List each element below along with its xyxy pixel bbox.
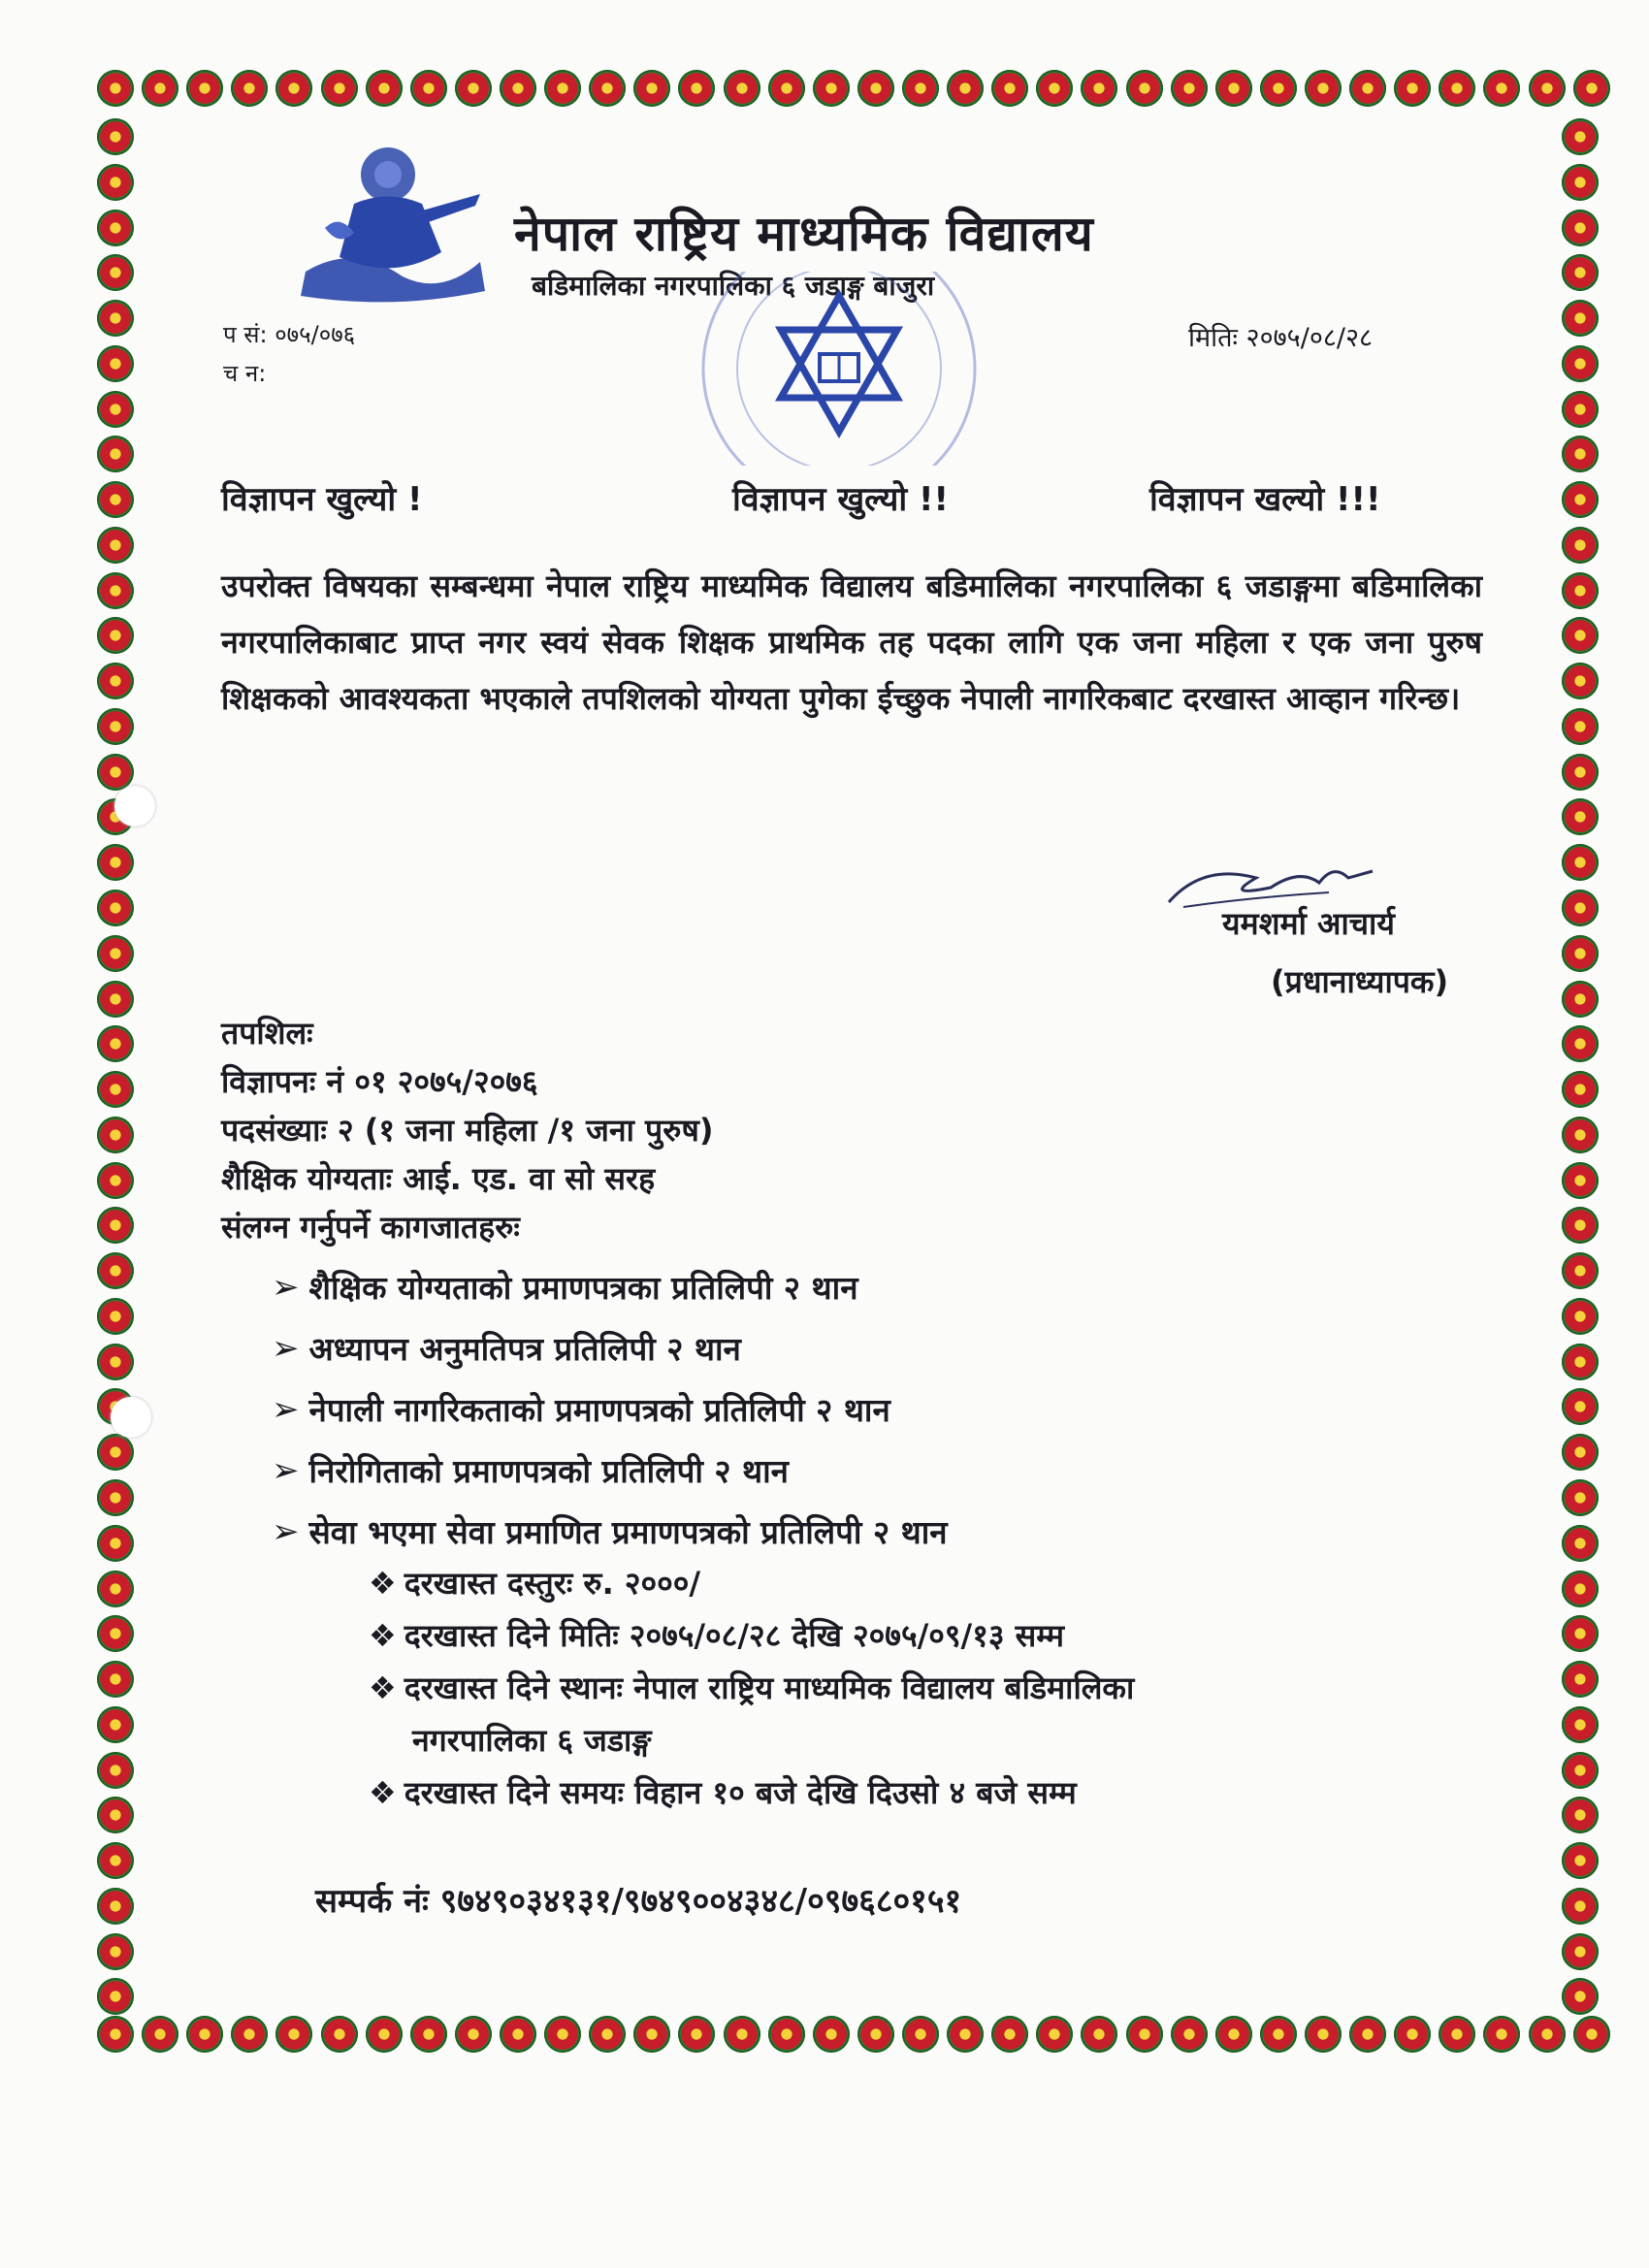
diamond-bullet-icon: ❖ (369, 1565, 397, 1602)
flower-border-icon (678, 2016, 715, 2053)
flower-border-icon (633, 70, 670, 107)
application-info (369, 1557, 1134, 1819)
application-fee: ❖ दरखास्त दस्तुरः रु. २०००/ (369, 1565, 701, 1602)
application-dates: ❖ दरखास्त दिने मितिः २०७५/०८/२८ देखि २०७५/०९/१३ सम्म (369, 1617, 1065, 1654)
flower-border-icon (768, 70, 805, 107)
list-item: ➢ नेपाली नागरिकताको प्रमाणपत्रको प्रतिलिपी २ थान (272, 1389, 890, 1429)
flower-border-icon (1439, 70, 1475, 107)
arrow-bullet-icon: ➢ (272, 1389, 300, 1429)
flower-border-icon (97, 1117, 134, 1153)
advertisement-number: विज्ञापनः नं ०१ २०७५/२०७६ (221, 1063, 538, 1100)
flower-border-icon (97, 1661, 134, 1698)
flower-border-icon (1573, 2016, 1610, 2053)
punch-hole (111, 1397, 151, 1438)
flower-border-icon (97, 935, 134, 972)
flower-border-icon (857, 2016, 894, 2053)
flower-border-icon (1562, 481, 1599, 518)
flower-border-icon (1349, 70, 1386, 107)
flower-border-icon (678, 70, 715, 107)
flower-border-icon (1562, 1888, 1599, 1925)
flower-border-icon (97, 1479, 134, 1516)
flower-border-icon (1562, 1162, 1599, 1199)
list-item: ➢ शैक्षिक योग्यताको प्रमाणपत्रका प्रतिलिपी २ थान (272, 1267, 858, 1307)
flower-border-icon (97, 754, 134, 791)
application-place-cont: नगरपालिका ६ जडाङ्ग (412, 1722, 652, 1759)
flower-border-icon (857, 70, 894, 107)
flower-border-icon (947, 70, 984, 107)
signatory-name: यमशर्मा आचार्य (1222, 905, 1395, 942)
arrow-bullet-icon: ➢ (272, 1267, 300, 1307)
flower-border-icon (1562, 1025, 1599, 1062)
flower-border-icon (366, 2016, 403, 2053)
flower-border-icon (97, 118, 134, 155)
flower-border-icon (991, 2016, 1028, 2053)
flower-border-icon (231, 2016, 268, 2053)
flower-border-icon (97, 1933, 134, 1970)
flower-border-icon (544, 70, 581, 107)
flower-border-icon (410, 70, 447, 107)
number-of-posts: पदसंख्याः २ (१ जना महिला /१ जना पुरुष) (221, 1112, 714, 1149)
list-item: ➢ निरोगिताको प्रमाणपत्रको प्रतिलिपी २ थान (272, 1450, 789, 1490)
dispatch-number: च न: (223, 360, 267, 387)
documents-heading: संलग्न गर्नुपर्ने कागजातहरुः (221, 1209, 520, 1246)
flower-border-icon (142, 70, 178, 107)
flower-border-icon (97, 1525, 134, 1562)
flower-border-icon (97, 2016, 134, 2053)
flower-border-icon (97, 572, 134, 609)
flower-border-icon (1562, 1615, 1599, 1652)
application-place: ❖ दरखास्त दिने स्थानः नेपाल राष्ट्रिय माध्यमिक विद्यालय बडिमालिका (369, 1669, 1135, 1706)
reference-number: प सं: ०७५/०७६ (223, 321, 356, 348)
flower-border-icon (97, 1615, 134, 1652)
flower-border-icon (1562, 935, 1599, 972)
flower-border-icon (1081, 70, 1117, 107)
flower-border-icon (97, 1025, 134, 1062)
flower-border-icon (1215, 2016, 1252, 2053)
flower-border-icon (97, 1252, 134, 1289)
flower-border-icon (1562, 1117, 1599, 1153)
flower-border-icon (1562, 1571, 1599, 1607)
flower-border-icon (1562, 754, 1599, 791)
required-qualification: शैक्षिक योग्यताः आई. एड. वा सो सरह (221, 1160, 656, 1197)
flower-border-icon (1081, 2016, 1117, 2053)
flower-border-icon (1562, 391, 1599, 428)
flower-border-icon (97, 1797, 134, 1833)
school-name: नेपाल राष्ट्रिय माध्यमिक विद्यालय (514, 206, 1094, 262)
flower-border-bottom (97, 2016, 1610, 2064)
flower-border-icon (1394, 2016, 1431, 2053)
flower-border-icon (902, 2016, 939, 2053)
flower-border-icon (97, 844, 134, 881)
list-item: ➢ सेवा भएमा सेवा प्रमाणित प्रमाणपत्रको प्रतिलिपी २ थान (272, 1511, 948, 1551)
flower-border-icon (768, 2016, 805, 2053)
flower-border-icon (813, 2016, 850, 2053)
flower-border-icon (97, 981, 134, 1018)
flower-border-icon (1171, 70, 1208, 107)
flower-border-icon (1562, 617, 1599, 654)
details-section (221, 1009, 713, 1251)
flower-border-icon (455, 2016, 492, 2053)
flower-border-icon (1260, 70, 1297, 107)
flower-border-icon (97, 663, 134, 699)
punch-hole (114, 786, 155, 826)
flower-border-icon (813, 70, 850, 107)
flower-border-icon (1562, 164, 1599, 201)
flower-border-icon (1483, 2016, 1520, 2053)
flower-border-icon (1562, 527, 1599, 564)
flower-border-icon (1562, 118, 1599, 155)
flower-border-icon (97, 164, 134, 201)
flower-border-icon (589, 70, 626, 107)
flower-border-icon (1529, 2016, 1566, 2053)
flower-border-icon (97, 1207, 134, 1244)
flower-border-icon (1562, 1706, 1599, 1743)
flower-border-icon (97, 1071, 134, 1108)
flower-border-icon (724, 70, 760, 107)
flower-border-icon (1562, 1252, 1599, 1289)
flower-border-icon (1562, 572, 1599, 609)
flower-border-icon (186, 2016, 223, 2053)
flower-border-right (1562, 118, 1610, 2016)
flower-border-icon (1562, 798, 1599, 835)
flower-border-icon (97, 1978, 134, 2015)
flower-border-icon (1562, 708, 1599, 745)
flower-border-icon (97, 70, 134, 107)
flower-border-icon (142, 2016, 178, 2053)
arrow-bullet-icon: ➢ (272, 1328, 300, 1368)
diamond-bullet-icon: ❖ (369, 1617, 397, 1654)
flower-border-icon (1562, 1752, 1599, 1789)
flower-border-icon (97, 1298, 134, 1335)
flower-border-icon (1562, 1797, 1599, 1833)
flower-border-icon (97, 1571, 134, 1607)
headline-1: विज्ञापन खुल्यो ! (221, 480, 423, 519)
school-address: बडिमालिका नगरपालिका ६ जडाङ्ग बाजुरा (532, 270, 935, 302)
arrow-bullet-icon: ➢ (272, 1450, 300, 1490)
flower-border-icon (1562, 981, 1599, 1018)
documents-list (272, 1256, 948, 1562)
signatory-title: (प्रधानाध्यापक) (1271, 963, 1449, 1000)
flower-border-icon (544, 2016, 581, 2053)
flower-border-icon (1215, 70, 1252, 107)
flower-border-left (97, 118, 146, 2016)
flower-border-icon (1562, 210, 1599, 246)
flower-border-icon (1562, 1978, 1599, 2015)
flower-border-icon (1394, 70, 1431, 107)
flower-border-icon (991, 70, 1028, 107)
flower-border-icon (97, 345, 134, 382)
flower-border-icon (97, 708, 134, 745)
flower-border-icon (186, 70, 223, 107)
flower-border-icon (97, 210, 134, 246)
flower-border-icon (97, 1888, 134, 1925)
flower-border-icon (1562, 345, 1599, 382)
flower-border-icon (633, 2016, 670, 2053)
flower-border-icon (1305, 2016, 1342, 2053)
school-seal-icon (698, 272, 980, 466)
notice-body: उपरोक्त विषयका सम्बन्धमा नेपाल राष्ट्रिय माध्यमिक विद्यालय बडिमालिका नगरपालिका ६ जडाङ्गमा बडिमालिका नगरपालिकाबाट प्राप्त नगर स्वयं सेवक शिक्षक प्राथमिक तह पदका लागि एक जना महिला र एक जना पुरुष शिक्षकको आवश्यकता भएकाले तपशिलको योग्यता पुगेका ईच्छुक नेपाली नागरिकबाट दरखास्त आव्हान गरिन्छ। (221, 567, 1482, 717)
flower-border-icon (410, 2016, 447, 2053)
flower-border-icon (97, 391, 134, 428)
flower-border-icon (1036, 70, 1073, 107)
flower-border-icon (321, 70, 358, 107)
flower-border-icon (97, 890, 134, 926)
flower-border-icon (97, 300, 134, 337)
issue-date: मितिः २०७५/०८/२८ (1188, 323, 1374, 353)
flower-border-icon (97, 254, 134, 291)
flower-border-icon (1562, 300, 1599, 337)
flower-border-icon (589, 2016, 626, 2053)
flower-border-icon (97, 1434, 134, 1471)
flower-border-icon (1483, 70, 1520, 107)
flower-border-icon (1562, 1933, 1599, 1970)
flower-border-icon (1562, 1344, 1599, 1380)
flower-border-icon (97, 481, 134, 518)
flower-border-icon (97, 527, 134, 564)
flower-border-icon (1562, 844, 1599, 881)
details-heading: तपशिलः (221, 1015, 313, 1052)
flower-border-icon (1562, 254, 1599, 291)
flower-border-icon (1529, 70, 1566, 107)
flower-border-icon (1562, 1479, 1599, 1516)
diamond-bullet-icon: ❖ (369, 1774, 397, 1811)
flower-border-icon (1562, 1434, 1599, 1471)
flower-border-icon (1562, 1388, 1599, 1425)
flower-border-icon (97, 1752, 134, 1789)
application-time: ❖ दरखास्त दिने समयः विहान १० बजे देखि दिउसो ४ बजे सम्म (369, 1774, 1077, 1811)
flower-border-top (97, 70, 1610, 118)
flower-border-icon (1260, 2016, 1297, 2053)
flower-border-icon (1562, 436, 1599, 472)
flower-border-icon (97, 436, 134, 472)
flower-border-icon (1562, 890, 1599, 926)
flower-border-icon (724, 2016, 760, 2053)
flower-border-icon (275, 2016, 312, 2053)
list-item: ➢ अध्यापन अनुमतिपत्र प्रतिलिपी २ थान (272, 1328, 741, 1368)
saraswati-emblem-icon (296, 136, 490, 306)
flower-border-icon (97, 1162, 134, 1199)
flower-border-icon (500, 70, 536, 107)
flower-border-icon (1562, 1207, 1599, 1244)
flower-border-icon (1126, 2016, 1163, 2053)
headline-2: विज्ञापन खुल्यो !! (732, 480, 950, 519)
flower-border-icon (97, 1706, 134, 1743)
flower-border-icon (500, 2016, 536, 2053)
headline-3: विज्ञापन खल्यो !!! (1149, 480, 1381, 519)
flower-border-icon (1126, 70, 1163, 107)
flower-border-icon (1036, 2016, 1073, 2053)
flower-border-icon (1562, 1525, 1599, 1562)
flower-border-icon (1573, 70, 1610, 107)
flower-border-icon (275, 70, 312, 107)
flower-border-icon (321, 2016, 358, 2053)
flower-border-icon (1562, 1661, 1599, 1698)
contact-numbers: सम्पर्क नंः ९७४९०३४१३१/९७४९००४३४८/०९७६८०१५१ (315, 1882, 962, 1921)
flower-border-icon (366, 70, 403, 107)
flower-border-icon (97, 617, 134, 654)
arrow-bullet-icon: ➢ (272, 1511, 300, 1551)
flower-border-icon (1349, 2016, 1386, 2053)
flower-border-icon (97, 1842, 134, 1879)
flower-border-icon (1305, 70, 1342, 107)
flower-border-icon (231, 70, 268, 107)
flower-border-icon (1562, 1298, 1599, 1335)
flower-border-icon (1562, 1842, 1599, 1879)
flower-border-icon (902, 70, 939, 107)
diamond-bullet-icon: ❖ (369, 1669, 397, 1706)
flower-border-icon (97, 1344, 134, 1380)
flower-border-icon (1439, 2016, 1475, 2053)
flower-border-icon (1562, 1071, 1599, 1108)
flower-border-icon (455, 70, 492, 107)
flower-border-icon (1562, 663, 1599, 699)
flower-border-icon (947, 2016, 984, 2053)
flower-border-icon (1171, 2016, 1208, 2053)
